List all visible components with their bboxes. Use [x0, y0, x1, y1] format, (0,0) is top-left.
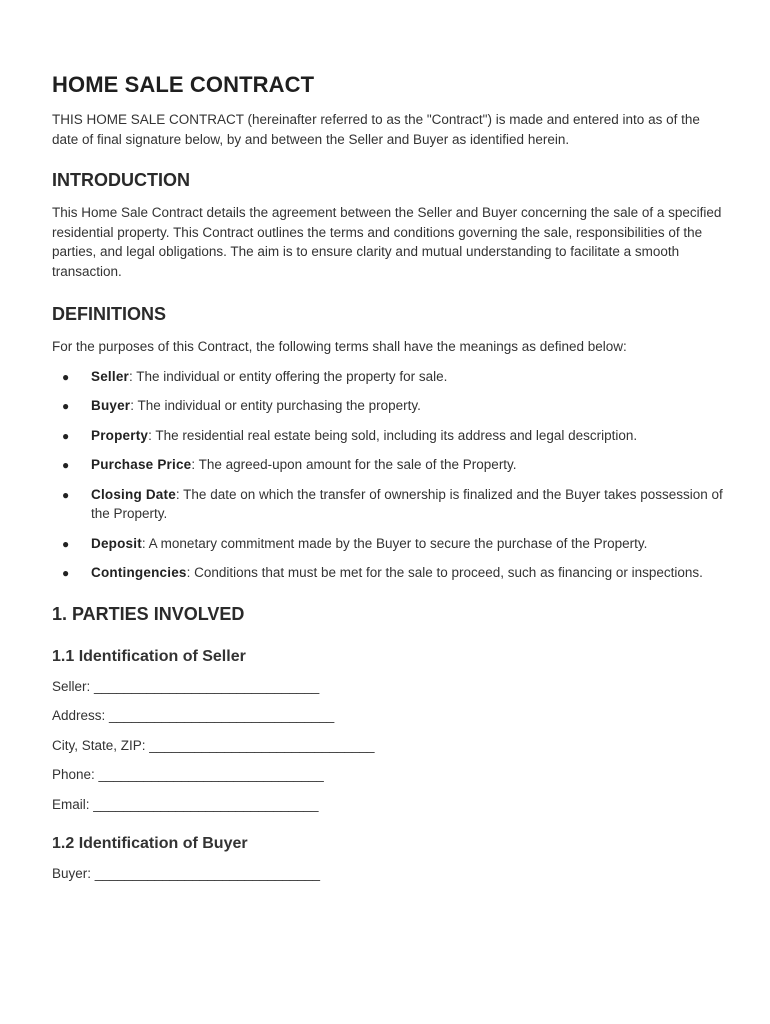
- definition-term: Closing Date: [91, 486, 176, 502]
- intro-paragraph: THIS HOME SALE CONTRACT (hereinafter referred to as the "Contract") is made and entered into as of the date of final signature below, by and between the Seller and Buyer as identified herein.: [52, 112, 700, 147]
- buyer-name-field[interactable]: Buyer: ______________________________: [52, 866, 321, 881]
- bullet-icon: ●: [62, 487, 70, 502]
- seller-phone-field[interactable]: Phone: ______________________________: [52, 767, 324, 782]
- seller-fields: [52, 677, 724, 815]
- definition-desc: : A monetary commitment made by the Buyer to secure the purchase of the Property.: [141, 535, 648, 551]
- definition-desc: : The residential real estate being sold, including its address and legal description.: [148, 427, 638, 443]
- bullet-icon: ●: [62, 536, 70, 551]
- definition-item-purchase-price: [52, 455, 724, 475]
- bullet-icon: ●: [62, 399, 70, 413]
- definition-item-closing-date: [52, 485, 724, 524]
- bullet-icon: ●: [62, 566, 70, 580]
- definition-item-buyer: [52, 396, 724, 416]
- buyer-fields: [52, 864, 724, 884]
- introduction-text: This Home Sale Contract details the agreement between the Seller and Buyer concerning the sale of a specified residential property. This Contract outlines the terms and conditions governing the sale, responsibilities of the parties, and legal obligations. The aim is to ensure clarity and mutual understanding to facilitate a smooth transaction.: [52, 205, 722, 279]
- definition-term: Seller: [91, 368, 129, 384]
- buyer-section-heading: 1.2 Identification of Buyer: [52, 835, 248, 852]
- seller-section-heading: 1.1 Identification of Seller: [52, 647, 246, 665]
- definition-term: Deposit: [91, 535, 142, 551]
- contract-body: [52, 72, 724, 884]
- definition-term: Purchase Price: [91, 457, 192, 472]
- definition-term: Buyer: [91, 398, 131, 413]
- document-title: HOME SALE CONTRACT: [52, 72, 315, 97]
- seller-city-state-zip-field[interactable]: City, State, ZIP: ______________________________: [52, 737, 375, 753]
- seller-email-field[interactable]: Email: ______________________________: [52, 796, 319, 812]
- parties-heading: 1. PARTIES INVOLVED: [52, 603, 245, 624]
- definitions-heading: DEFINITIONS: [52, 304, 167, 324]
- definition-desc: : The date on which the transfer of ownership is finalized and the Buyer takes possession of the Property.: [91, 486, 723, 521]
- bullet-icon: ●: [62, 369, 70, 384]
- definition-desc: : The agreed-upon amount for the sale of the Property.: [191, 457, 517, 472]
- definition-item-deposit: [52, 534, 724, 554]
- definition-desc: : Conditions that must be met for the sale to proceed, such as financing or inspections.: [186, 565, 703, 580]
- definition-desc: : The individual or entity offering the property for sale.: [128, 368, 448, 384]
- definition-item-contingencies: [52, 563, 724, 583]
- definition-desc: : The individual or entity purchasing the property.: [130, 398, 421, 413]
- definition-term: Contingencies: [91, 565, 187, 580]
- seller-name-field[interactable]: Seller: ______________________________: [52, 678, 320, 694]
- definitions-lead: For the purposes of this Contract, the following terms shall have the meanings as defined below:: [52, 339, 627, 354]
- definition-item-seller: [52, 367, 724, 387]
- bullet-icon: ●: [62, 428, 70, 443]
- definition-term: Property: [91, 427, 149, 443]
- seller-address-field[interactable]: Address: ______________________________: [52, 708, 335, 723]
- definitions-list: [52, 367, 724, 583]
- bullet-icon: ●: [62, 458, 70, 472]
- introduction-heading: INTRODUCTION: [52, 170, 190, 190]
- definition-item-property: [52, 426, 724, 446]
